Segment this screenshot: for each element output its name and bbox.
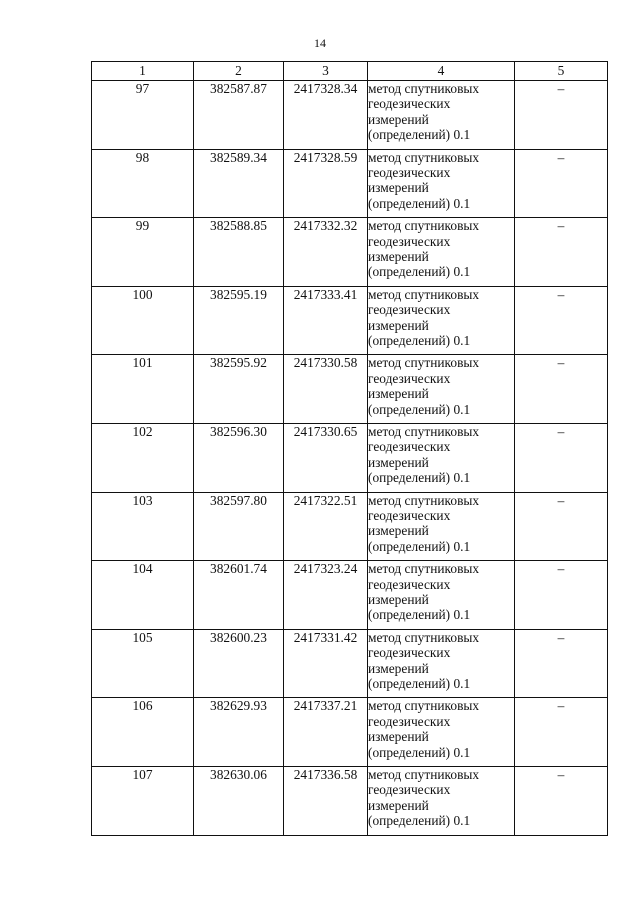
method-line: геодезических (368, 439, 451, 455)
point-number-cell: 106 (92, 698, 194, 767)
table-row (92, 492, 608, 561)
method-cell (368, 766, 515, 835)
method-line: геодезических (368, 233, 451, 249)
method-line: геодезических (368, 370, 451, 386)
note-cell: – (515, 423, 608, 492)
method-line: метод спутниковых (368, 218, 480, 234)
method-cell (368, 561, 515, 630)
method-line: геодезических (368, 507, 451, 523)
point-number-cell: 105 (92, 629, 194, 698)
table-row (92, 218, 608, 287)
method-cell (368, 218, 515, 287)
method-line: метод спутниковых (368, 766, 480, 782)
method-line: (определений) 0.1 (368, 744, 471, 760)
method-line: метод спутниковых (368, 286, 480, 302)
note-cell: – (515, 355, 608, 424)
method-line: (определений) 0.1 (368, 538, 471, 554)
method-cell (368, 286, 515, 355)
point-number-cell: 97 (92, 81, 194, 150)
note-cell: – (515, 149, 608, 218)
method-line: метод спутниковых (368, 561, 480, 577)
method-line: измерений (368, 317, 429, 333)
method-line: метод спутниковых (368, 492, 480, 508)
method-line: измерений (368, 249, 429, 264)
method-cell (368, 149, 515, 218)
method-line: (определений) 0.1 (368, 607, 471, 623)
coordinate-x-cell: 382630.06 (194, 766, 284, 835)
method-line: метод спутниковых (368, 698, 480, 714)
note-cell: – (515, 492, 608, 561)
coordinate-y-cell: 2417337.21 (284, 698, 368, 767)
method-line: геодезических (368, 645, 451, 661)
coordinate-y-cell: 2417328.59 (284, 149, 368, 218)
method-line: метод спутниковых (368, 149, 480, 165)
method-line: метод спутниковых (368, 423, 480, 439)
method-line: измерений (368, 797, 429, 813)
coordinate-y-cell: 2417323.24 (284, 561, 368, 630)
method-line: (определений) 0.1 (368, 401, 471, 417)
column-header: 3 (284, 62, 368, 81)
coordinates-table (91, 61, 608, 836)
coordinate-x-cell: 382629.93 (194, 698, 284, 767)
coordinate-x-cell: 382588.85 (194, 218, 284, 287)
note-cell: – (515, 561, 608, 630)
method-line: (определений) 0.1 (368, 127, 471, 143)
table-row (92, 149, 608, 218)
method-line: (определений) 0.1 (368, 264, 471, 280)
method-line: метод спутниковых (368, 629, 480, 645)
method-line: измерений (368, 386, 429, 402)
note-cell: – (515, 766, 608, 835)
method-cell (368, 355, 515, 424)
point-number-cell: 102 (92, 423, 194, 492)
table-row (92, 355, 608, 424)
coordinate-x-cell: 382596.30 (194, 423, 284, 492)
column-header: 1 (92, 62, 194, 81)
table-row (92, 561, 608, 630)
method-cell (368, 629, 515, 698)
method-line: (определений) 0.1 (368, 813, 471, 829)
page-number: 14 (314, 36, 326, 50)
method-line: геодезических (368, 782, 451, 798)
coordinate-y-cell: 2417332.32 (284, 218, 368, 287)
method-line: геодезических (368, 713, 451, 729)
coordinate-x-cell: 382589.34 (194, 149, 284, 218)
note-cell: – (515, 81, 608, 150)
method-line: измерений (368, 523, 429, 539)
note-cell: – (515, 629, 608, 698)
table-row (92, 698, 608, 767)
coordinate-y-cell: 2417336.58 (284, 766, 368, 835)
coordinate-x-cell: 382595.92 (194, 355, 284, 424)
coordinate-y-cell: 2417333.41 (284, 286, 368, 355)
method-line: измерений (368, 454, 429, 470)
method-line: измерений (368, 660, 429, 676)
coordinate-y-cell: 2417330.65 (284, 423, 368, 492)
method-cell (368, 698, 515, 767)
note-cell: – (515, 698, 608, 767)
method-line: метод спутниковых (368, 81, 480, 96)
method-line: измерений (368, 180, 429, 196)
method-line: геодезических (368, 576, 451, 592)
coordinate-x-cell: 382600.23 (194, 629, 284, 698)
table-row (92, 766, 608, 835)
method-line: метод спутниковых (368, 355, 480, 371)
coordinate-y-cell: 2417328.34 (284, 81, 368, 150)
column-header: 2 (194, 62, 284, 81)
point-number-cell: 101 (92, 355, 194, 424)
coordinate-x-cell: 382601.74 (194, 561, 284, 630)
column-header: 4 (368, 62, 515, 81)
coordinate-y-cell: 2417330.58 (284, 355, 368, 424)
method-line: геодезических (368, 96, 451, 112)
table-body (92, 81, 608, 836)
coordinate-y-cell: 2417331.42 (284, 629, 368, 698)
note-cell: – (515, 218, 608, 287)
method-line: (определений) 0.1 (368, 675, 471, 691)
point-number-cell: 107 (92, 766, 194, 835)
point-number-cell: 99 (92, 218, 194, 287)
method-cell (368, 81, 515, 150)
coordinate-x-cell: 382595.19 (194, 286, 284, 355)
note-cell: – (515, 286, 608, 355)
method-line: (определений) 0.1 (368, 470, 471, 486)
table-header-row (92, 62, 608, 81)
method-line: измерений (368, 111, 429, 127)
coordinate-x-cell: 382597.80 (194, 492, 284, 561)
point-number-cell: 104 (92, 561, 194, 630)
coordinate-y-cell: 2417322.51 (284, 492, 368, 561)
point-number-cell: 103 (92, 492, 194, 561)
method-cell (368, 492, 515, 561)
point-number-cell: 98 (92, 149, 194, 218)
table-row (92, 286, 608, 355)
method-line: измерений (368, 591, 429, 607)
method-line: (определений) 0.1 (368, 333, 471, 348)
table-row (92, 423, 608, 492)
table-row (92, 81, 608, 150)
method-line: (определений) 0.1 (368, 195, 471, 211)
method-line: геодезических (368, 302, 451, 318)
column-header: 5 (515, 62, 608, 81)
method-line: измерений (368, 729, 429, 745)
point-number-cell: 100 (92, 286, 194, 355)
method-cell (368, 423, 515, 492)
table-row (92, 629, 608, 698)
coordinate-x-cell: 382587.87 (194, 81, 284, 150)
method-line: геодезических (368, 165, 451, 180)
